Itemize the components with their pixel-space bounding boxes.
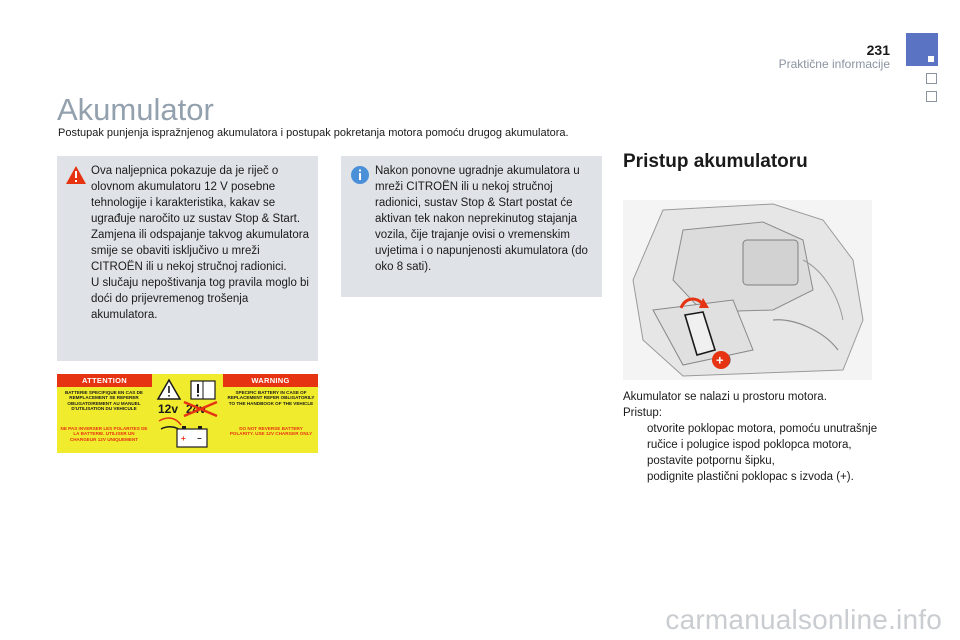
label-right-bottom-text: DO NOT REVERSE BATTERY POLARITY. USE 12V CHARGER ONLY	[229, 426, 313, 437]
label-left-bottom-text: NE PAS INVERSER LES POLARITES DE LA BATTERIE. UTILISER UN CHARGEUR 12V UNIQUEMENT	[60, 426, 148, 442]
page-number: 231	[866, 42, 890, 58]
label-attention-header: ATTENTION	[57, 374, 152, 387]
list-item	[623, 453, 888, 469]
list-item	[623, 421, 888, 453]
section-name: Praktične informacije	[778, 57, 890, 71]
warning-text: U slučaju nepoštivanja tog pravila moglo bi doći do prijevremenog trošenja akumulatora.	[91, 277, 309, 321]
label-warning-header: WARNING	[223, 374, 318, 387]
info-text: Nakon ponovne ugradnje akumulatora u mreži CITROËN ili u nekoj stručnoj radionici, sustav Stop & Start postat će aktivan tek nakon neprekinutog stajanja vozila, čije trajanje ovisi o vremenskim uvjetima i o napunjenosti akumulatora (do oko 8 sati).	[375, 165, 588, 273]
label-24v-text: 24v	[186, 402, 207, 416]
warning-notice	[57, 156, 318, 361]
chapter-tab-active[interactable]	[906, 33, 938, 66]
page-title: Akumulator	[57, 92, 214, 127]
access-instructions	[623, 389, 888, 485]
battery-warning-label	[57, 374, 318, 453]
watermark: carmanualsonline.info	[665, 604, 942, 635]
warning-text: Ova naljepnica pokazuje da je riječ o olovnom akumulatoru 12 V posebne tehnologije i karakteristika, kakav se ugrađuje naročito uz sustav Stop & Start. Zamjena ili odspajanje takvog akumulatora smije se obaviti isključivo u mreži CITROËN ili u nekoj stručnoj radionici.	[91, 165, 309, 273]
label-right-top-text: SPECIFIC BATTERY IN CASE OF REPLACEMENT REFER OBLIGATORILY TO THE HANDBOOK OF THE VEHICLE	[227, 390, 315, 406]
list-item	[623, 469, 888, 485]
tab-marker-icon	[928, 56, 934, 62]
chapter-tab[interactable]	[926, 73, 937, 84]
label-plus-text: +	[181, 434, 186, 443]
battery-symbols-icon	[155, 377, 221, 450]
page-subtitle: Postupak punjenja ispražnjenog akumulatora i postupak pokretanja motora pomoću drugog akumulatora.	[58, 127, 569, 139]
label-12v-text: 12v	[158, 402, 179, 416]
access-label: Pristup:	[623, 407, 662, 419]
info-icon	[350, 165, 370, 185]
section-heading: Pristup akumulatoru	[623, 151, 808, 172]
label-left-top-text: BATTERIE SPECIFIQUE EN CAS DE REMPLACEMENT SE REFERER OBLIGATOIREMENT AU MANUEL D'UTILISATION DU VEHICULE	[64, 390, 144, 412]
warning-icon	[65, 165, 87, 185]
chapter-tab[interactable]	[926, 91, 937, 102]
step-text: podignite plastični poklopac s izvoda (+).	[647, 471, 854, 483]
info-notice	[341, 156, 602, 297]
step-text: otvorite poklopac motora, pomoću unutrašnje ručice i polugice ispod poklopca motora,	[647, 423, 878, 451]
label-minus-text: −	[197, 434, 202, 443]
step-text: postavite potpornu šipku,	[647, 455, 775, 467]
terminal-plus-text: +	[716, 352, 724, 368]
location-text: Akumulator se nalazi u prostoru motora.	[623, 391, 827, 403]
engine-bay-illustration	[623, 200, 872, 380]
